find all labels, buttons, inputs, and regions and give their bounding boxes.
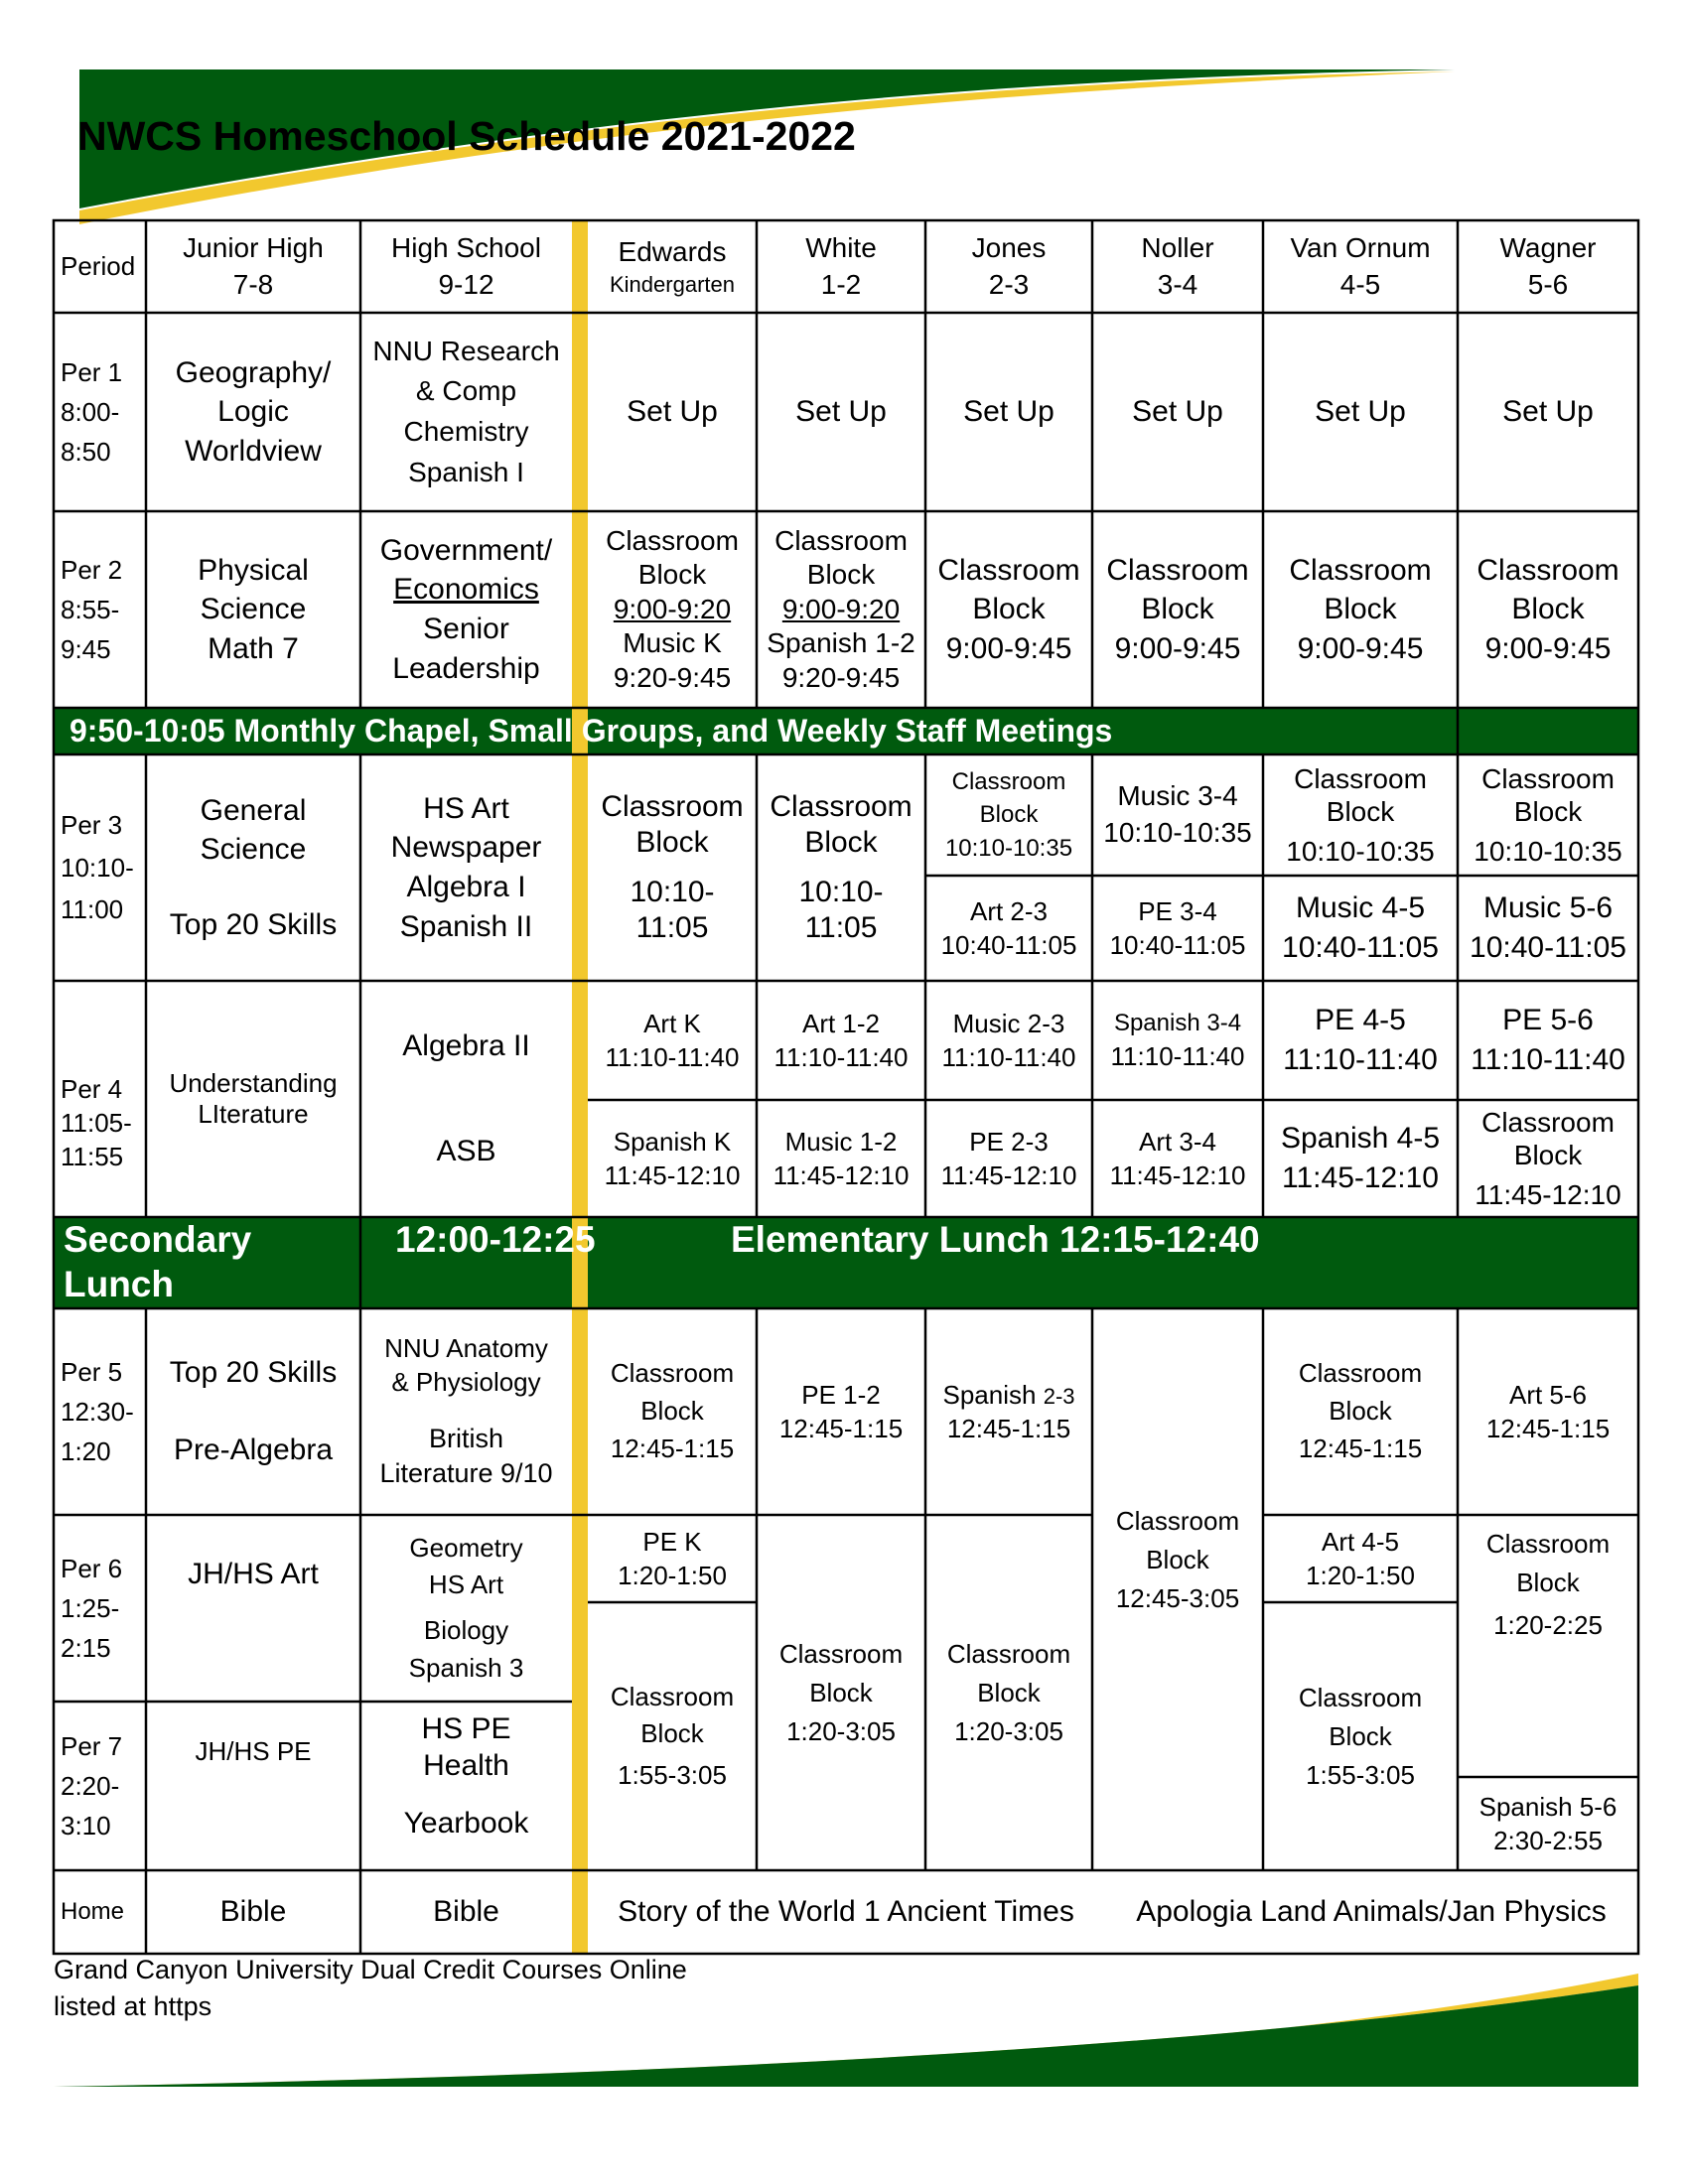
period-1-label: Per 1 8:00- 8:50 <box>61 356 123 468</box>
per2-van-ornum: Classroom Block 9:00-9:45 <box>1289 553 1432 665</box>
period-5-label: Per 5 12:30- 1:20 <box>61 1356 134 1467</box>
per1-high-school: NNU Research & Comp Chemistry Spanish I <box>372 335 560 487</box>
afternoon-noller-classroom: Classroom Block 12:45-3:05 <box>1115 1505 1240 1613</box>
per1-jones: Set Up <box>963 395 1055 429</box>
period-6-label: Per 6 1:25- 2:15 <box>61 1553 123 1664</box>
per4-noller-spanish: Spanish 3-4 11:10-11:40 <box>1110 1010 1245 1071</box>
secondary-lunch-time: 12:00-12:25 <box>395 1219 596 1260</box>
per1-noller: Set Up <box>1132 395 1223 429</box>
per3-jones-art: Art 2-3 10:40-11:05 <box>940 895 1077 960</box>
document-title: NWCS Homeschool Schedule 2021-2022 <box>77 113 856 159</box>
per3-noller-music: Music 3-4 10:10-10:35 <box>1103 780 1252 848</box>
per2-wagner: Classroom Block 9:00-9:45 <box>1477 553 1619 665</box>
per3-van-ornum-classroom: Classroom Block 10:10-10:35 <box>1286 762 1435 867</box>
chapel-band-text: 9:50-10:05 Monthly Chapel, Small Groups, and Weekly Staff Meetings <box>70 713 1113 749</box>
per4-van-ornum-spanish: Spanish 4-5 11:45-12:10 <box>1280 1122 1441 1194</box>
period-2-label: Per 2 8:55- 9:45 <box>61 554 123 665</box>
header-period: Period <box>61 251 136 282</box>
per2-white: Classroom Block 9:00-9:20 Spanish 1-2 9:20-9:45 <box>767 524 915 693</box>
per3-wagner-music: Music 5-6 10:40-11:05 <box>1470 891 1626 964</box>
afternoon-wagner-spanish: Spanish 5-6 2:30-2:55 <box>1478 1791 1618 1855</box>
afternoon-wagner-classroom: Classroom Block 1:20-2:25 <box>1485 1529 1611 1640</box>
per3-wagner-classroom: Classroom Block 10:10-10:35 <box>1474 762 1622 867</box>
period-7-label: Per 7 2:20- 3:10 <box>61 1730 123 1842</box>
period-3-label: Per 3 10:10- 11:00 <box>61 809 134 925</box>
per7-high-school: HS PE Health Yearbook <box>403 1711 529 1840</box>
afternoon-van-ornum-classroom: Classroom Block 1:55-3:05 <box>1298 1682 1423 1790</box>
header-junior-high: Junior High 7-8 <box>183 231 324 300</box>
per4-noller-art: Art 3-4 11:45-12:10 <box>1109 1126 1246 1190</box>
footer-banner-graphic <box>0 1946 1688 2105</box>
per5-junior-high: Top 20 Skills Pre-Algebra <box>169 1356 338 1466</box>
per5-van-ornum: Classroom Block 12:45-1:15 <box>1298 1358 1423 1463</box>
per7-junior-high: JH/HS PE <box>195 1735 312 1766</box>
per5-white: PE 1-2 12:45-1:15 <box>778 1379 904 1443</box>
per6-van-ornum-art: Art 4-5 1:20-1:50 <box>1306 1526 1415 1590</box>
per3-junior-high: General Science Top 20 Skills <box>169 793 338 941</box>
per5-wagner: Art 5-6 12:45-1:15 <box>1485 1379 1611 1443</box>
per1-van-ornum: Set Up <box>1315 395 1406 429</box>
per2-edwards: Classroom Block 9:00-9:20 Music K 9:20-9:45 <box>606 524 739 693</box>
header-high-school: High School 9-12 <box>391 231 541 300</box>
home-high-school: Bible <box>433 1895 499 1929</box>
per5-jones: Spanish 2-3 12:45-1:15 <box>942 1379 1075 1443</box>
per4-edwards-spanish: Spanish K 11:45-12:10 <box>604 1126 741 1190</box>
per4-white-music: Music 1-2 11:45-12:10 <box>773 1126 910 1190</box>
per3-jones-classroom: Classroom Block 10:10-10:35 <box>944 767 1073 862</box>
per6-high-school: Geometry HS Art Biology Spanish 3 <box>408 1532 524 1683</box>
per4-wagner-classroom: Classroom Block 11:45-12:10 <box>1475 1106 1621 1210</box>
per2-high-school: Government/ Economics Senior Leadership <box>379 533 553 685</box>
footnote: Grand Canyon University Dual Credit Courses Online listed at https <box>54 1955 687 2021</box>
home-history-curriculum: Story of the World 1 Ancient Times <box>618 1895 1074 1929</box>
header-white: White 1-2 <box>805 231 877 300</box>
header-van-ornum: Van Ornum 4-5 <box>1290 231 1431 300</box>
per4-van-ornum-pe: PE 4-5 11:10-11:40 <box>1283 1004 1438 1076</box>
per4-wagner-pe: PE 5-6 11:10-11:40 <box>1471 1004 1625 1076</box>
per3-noller-pe: PE 3-4 10:40-11:05 <box>1109 895 1246 960</box>
home-junior-high: Bible <box>219 1895 287 1929</box>
per2-junior-high: Physical Science Math 7 <box>198 553 309 665</box>
per4-junior-high: Understanding LIterature <box>169 1067 338 1129</box>
per1-junior-high: Geography/ Logic Worldview <box>175 355 332 468</box>
gold-divider <box>572 220 588 1954</box>
per4-jones-music: Music 2-3 11:10-11:40 <box>941 1008 1076 1072</box>
per5-edwards: Classroom Block 12:45-1:15 <box>610 1358 735 1463</box>
period-4-label: Per 4 11:05- 11:55 <box>61 1074 132 1171</box>
header-wagner: Wagner 5-6 <box>1499 231 1597 300</box>
per4-white-art: Art 1-2 11:10-11:40 <box>774 1008 909 1072</box>
per4-high-school: Algebra II ASB <box>402 1029 530 1167</box>
per2-jones: Classroom Block 9:00-9:45 <box>937 553 1080 665</box>
per3-edwards: Classroom Block 10:10- 11:05 <box>601 790 744 944</box>
afternoon-edwards-classroom: Classroom Block 1:55-3:05 <box>610 1682 735 1791</box>
per3-van-ornum-music: Music 4-5 10:40-11:05 <box>1282 891 1439 964</box>
secondary-lunch-label: Secondary Lunch <box>64 1219 252 1304</box>
per4-edwards-art: Art K 11:10-11:40 <box>605 1008 740 1072</box>
per3-high-school: HS Art Newspaper Algebra I Spanish II <box>390 791 542 943</box>
per3-white: Classroom Block 10:10- 11:05 <box>770 790 913 944</box>
home-science-curriculum: Apologia Land Animals/Jan Physics <box>1136 1895 1607 1929</box>
afternoon-jones-classroom: Classroom Block 1:20-3:05 <box>946 1638 1071 1746</box>
per1-wagner: Set Up <box>1502 395 1594 429</box>
elementary-lunch: Elementary Lunch 12:15-12:40 <box>731 1219 1260 1260</box>
per5-high-school: NNU Anatomy & Physiology British Literature 9/10 <box>379 1333 553 1489</box>
per4-jones-pe: PE 2-3 11:45-12:10 <box>940 1126 1077 1190</box>
per1-edwards: Set Up <box>627 395 718 429</box>
home-label: Home <box>61 1898 125 1926</box>
header-edwards: Edwards Kindergarten <box>610 235 735 298</box>
per6-junior-high: JH/HS Art <box>188 1558 319 1591</box>
header-jones: Jones 2-3 <box>971 231 1047 300</box>
per1-white: Set Up <box>795 395 887 429</box>
per6-edwards-pe: PE K 1:20-1:50 <box>618 1526 727 1590</box>
per2-noller: Classroom Block 9:00-9:45 <box>1106 553 1249 665</box>
afternoon-white-classroom: Classroom Block 1:20-3:05 <box>778 1638 904 1746</box>
header-noller: Noller 3-4 <box>1141 231 1214 300</box>
